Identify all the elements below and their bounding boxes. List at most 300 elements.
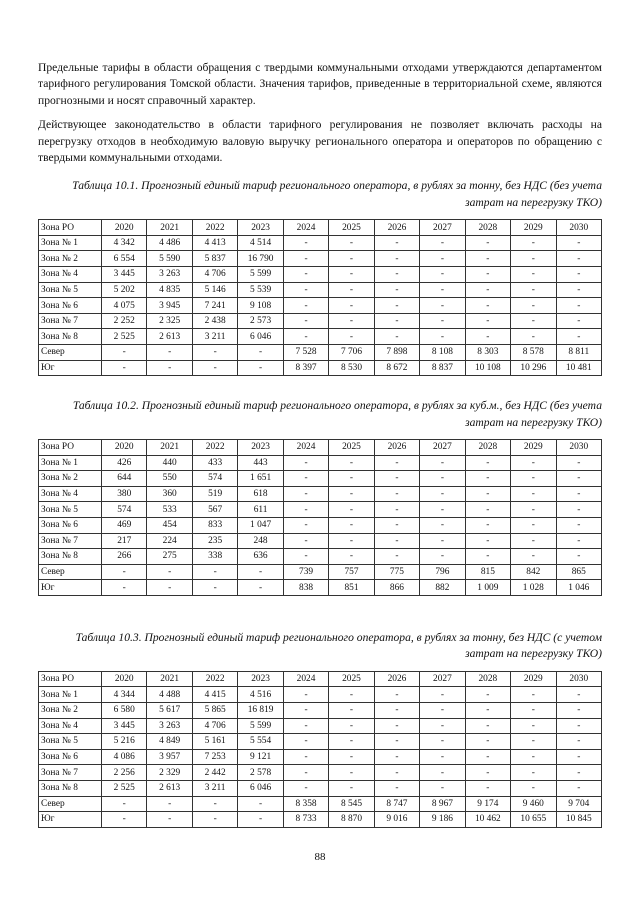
value-cell: 2024 (283, 220, 328, 236)
value-cell: 2028 (465, 671, 510, 687)
value-cell: 1 028 (511, 580, 556, 596)
table-row (39, 486, 602, 502)
value-cell: 9 460 (511, 796, 556, 812)
value-cell: - (283, 471, 328, 487)
value-cell: - (511, 718, 556, 734)
value-cell: - (420, 471, 465, 487)
value-cell: 7 898 (374, 345, 419, 361)
value-cell: - (465, 718, 510, 734)
value-cell: - (556, 235, 601, 251)
value-cell: - (102, 796, 147, 812)
zone-cell: Зона № 4 (39, 267, 102, 283)
value-cell: - (511, 702, 556, 718)
value-cell: - (238, 580, 283, 596)
value-cell: - (329, 780, 374, 796)
value-cell: 3 263 (147, 718, 192, 734)
value-cell: - (465, 471, 510, 487)
value-cell: - (283, 267, 328, 283)
value-cell: - (420, 298, 465, 314)
value-cell: 5 216 (102, 734, 147, 750)
value-cell: 796 (420, 564, 465, 580)
zone-cell: Зона № 6 (39, 749, 102, 765)
zone-cell: Зона № 6 (39, 517, 102, 533)
page-number: 88 (314, 851, 326, 863)
value-cell: - (102, 580, 147, 596)
value-cell: - (465, 749, 510, 765)
value-cell: - (329, 298, 374, 314)
value-cell: 7 528 (283, 345, 328, 361)
value-cell: - (147, 345, 192, 361)
value-cell: 4 835 (147, 282, 192, 298)
value-cell: - (465, 549, 510, 565)
value-cell: - (420, 780, 465, 796)
value-cell: - (329, 455, 374, 471)
value-cell: 882 (420, 580, 465, 596)
value-cell: 5 161 (192, 734, 237, 750)
zone-cell: Север (39, 796, 102, 812)
zone-cell: Зона № 7 (39, 533, 102, 549)
zone-cell: Зона № 2 (39, 251, 102, 267)
value-cell: - (102, 345, 147, 361)
value-cell: 4 342 (102, 235, 147, 251)
value-cell: - (556, 251, 601, 267)
tariff-table-tonne-with-transfer (38, 671, 602, 828)
value-cell: 618 (238, 486, 283, 502)
value-cell: - (465, 298, 510, 314)
value-cell: 1 046 (556, 580, 601, 596)
value-cell: - (238, 360, 283, 376)
value-cell: - (556, 549, 601, 565)
value-cell: 6 046 (238, 780, 283, 796)
value-cell: - (147, 580, 192, 596)
zone-cell: Юг (39, 812, 102, 828)
value-cell: - (283, 502, 328, 518)
value-cell: - (511, 734, 556, 750)
value-cell: 2027 (420, 671, 465, 687)
value-cell: 5 202 (102, 282, 147, 298)
value-cell: - (329, 471, 374, 487)
value-cell: - (192, 796, 237, 812)
value-cell: 8 303 (465, 345, 510, 361)
value-cell: 2030 (556, 220, 601, 236)
zone-cell: Зона № 1 (39, 235, 102, 251)
value-cell: - (283, 549, 328, 565)
legislation-paragraph: Действующее законодательство в области тарифного регулирования не позволяет включать расходы на перегрузку отходов в необходимую валовую выручку регионального оператора и операторов по обращению с твердыми коммунальными отходами. (38, 118, 602, 165)
value-cell: 8 578 (511, 345, 556, 361)
value-cell: - (329, 329, 374, 345)
value-cell: 2026 (374, 671, 419, 687)
zone-cell: Юг (39, 360, 102, 376)
value-cell: - (511, 549, 556, 565)
zone-cell: Север (39, 345, 102, 361)
value-cell: 7 253 (192, 749, 237, 765)
value-cell: 2 256 (102, 765, 147, 781)
value-cell: 235 (192, 533, 237, 549)
value-cell: 5 599 (238, 267, 283, 283)
value-cell: 8 733 (283, 812, 328, 828)
value-cell: - (329, 235, 374, 251)
value-cell: 248 (238, 533, 283, 549)
value-cell: - (283, 313, 328, 329)
value-cell: - (102, 360, 147, 376)
value-cell: - (420, 486, 465, 502)
value-cell: - (329, 687, 374, 703)
value-cell: 3 957 (147, 749, 192, 765)
value-cell: - (556, 533, 601, 549)
value-cell: 4 488 (147, 687, 192, 703)
value-cell: - (374, 765, 419, 781)
value-cell: - (511, 251, 556, 267)
zone-cell: Зона № 4 (39, 486, 102, 502)
value-cell: - (420, 549, 465, 565)
zone-cell: Зона № 5 (39, 282, 102, 298)
value-cell: 2029 (511, 220, 556, 236)
value-cell: 5 146 (192, 282, 237, 298)
value-cell: - (420, 235, 465, 251)
table-row (39, 734, 602, 750)
value-cell: 433 (192, 455, 237, 471)
value-cell: - (511, 298, 556, 314)
value-cell: - (329, 702, 374, 718)
value-cell: - (192, 345, 237, 361)
value-cell: - (238, 345, 283, 361)
table-row (39, 749, 602, 765)
value-cell: 2020 (102, 440, 147, 456)
value-cell: 9 108 (238, 298, 283, 314)
intro-paragraph: Предельные тарифы в области обращения с твердыми коммунальными отходами утверждаются департаментом тарифного регулирования Томской области. Значения тарифов, приведенные в территориальной схеме, являются прогнозными и носят справочный характер. (38, 61, 602, 107)
value-cell: 3 263 (147, 267, 192, 283)
value-cell: 266 (102, 549, 147, 565)
value-cell: - (374, 702, 419, 718)
value-cell: - (192, 580, 237, 596)
value-cell: - (374, 455, 419, 471)
value-cell: 2 613 (147, 329, 192, 345)
value-cell: - (556, 486, 601, 502)
value-cell: 865 (556, 564, 601, 580)
table-caption: Таблица 10.2. Прогнозный единый тариф регионального оператора, в рублях за куб.м., без НДС (без учета затрат на перегрузку ТКО) (72, 399, 602, 429)
value-cell: - (511, 749, 556, 765)
value-cell: 4 415 (192, 687, 237, 703)
value-cell: - (420, 702, 465, 718)
value-cell: - (420, 455, 465, 471)
value-cell: - (329, 251, 374, 267)
value-cell: - (147, 564, 192, 580)
value-cell: - (329, 517, 374, 533)
value-cell: 838 (283, 580, 328, 596)
value-cell: 2020 (102, 671, 147, 687)
value-cell: 2021 (147, 440, 192, 456)
zone-cell: Север (39, 564, 102, 580)
value-cell: 833 (192, 517, 237, 533)
value-cell: - (511, 267, 556, 283)
value-cell: 2 573 (238, 313, 283, 329)
value-cell: - (465, 734, 510, 750)
value-cell: - (556, 517, 601, 533)
tariff-table-tonne (38, 219, 602, 376)
value-cell: 217 (102, 533, 147, 549)
value-cell: - (147, 812, 192, 828)
value-cell: 739 (283, 564, 328, 580)
value-cell: 2028 (465, 440, 510, 456)
value-cell: - (374, 267, 419, 283)
value-cell: 2021 (147, 220, 192, 236)
value-cell: 3 211 (192, 329, 237, 345)
value-cell: - (556, 282, 601, 298)
value-cell: 550 (147, 471, 192, 487)
zone-cell: Зона № 1 (39, 455, 102, 471)
value-cell: - (102, 812, 147, 828)
value-cell: - (556, 734, 601, 750)
value-cell: - (283, 251, 328, 267)
value-cell: - (374, 502, 419, 518)
value-cell: 3 945 (147, 298, 192, 314)
value-cell: 567 (192, 502, 237, 518)
value-cell: 2030 (556, 440, 601, 456)
value-cell: 8 747 (374, 796, 419, 812)
value-cell: 2 613 (147, 780, 192, 796)
table-row (39, 718, 602, 734)
value-cell: 9 016 (374, 812, 419, 828)
value-cell: - (556, 455, 601, 471)
value-cell: 224 (147, 533, 192, 549)
value-cell: 10 296 (511, 360, 556, 376)
value-cell: - (465, 517, 510, 533)
value-cell: - (556, 267, 601, 283)
value-cell: - (329, 313, 374, 329)
value-cell: 8 837 (420, 360, 465, 376)
value-cell: 636 (238, 549, 283, 565)
value-cell: 338 (192, 549, 237, 565)
value-cell: 2024 (283, 671, 328, 687)
value-cell: 10 462 (465, 812, 510, 828)
document-page (38, 60, 602, 828)
value-cell: - (374, 687, 419, 703)
value-cell: 2026 (374, 220, 419, 236)
value-cell: 6 046 (238, 329, 283, 345)
value-cell: 10 481 (556, 360, 601, 376)
value-cell: 2 252 (102, 313, 147, 329)
value-cell: 5 837 (192, 251, 237, 267)
value-cell: - (465, 502, 510, 518)
value-cell: - (465, 486, 510, 502)
value-cell: - (511, 502, 556, 518)
value-cell: - (420, 533, 465, 549)
value-cell: 2022 (192, 671, 237, 687)
zone-cell: Зона № 2 (39, 702, 102, 718)
value-cell: 443 (238, 455, 283, 471)
value-cell: - (420, 765, 465, 781)
value-cell: - (556, 702, 601, 718)
value-cell: 469 (102, 517, 147, 533)
value-cell: - (420, 502, 465, 518)
value-cell: - (283, 718, 328, 734)
value-cell: - (511, 282, 556, 298)
value-cell: 16 819 (238, 702, 283, 718)
value-cell: - (511, 235, 556, 251)
value-cell: - (556, 329, 601, 345)
value-cell: 8 811 (556, 345, 601, 361)
value-cell: 533 (147, 502, 192, 518)
value-cell: 1 009 (465, 580, 510, 596)
value-cell: - (374, 734, 419, 750)
value-cell: 8 530 (329, 360, 374, 376)
value-cell: - (511, 471, 556, 487)
table-header-row (39, 671, 602, 687)
value-cell: - (374, 749, 419, 765)
value-cell: 2025 (329, 671, 374, 687)
value-cell: 2029 (511, 440, 556, 456)
value-cell: 2026 (374, 440, 419, 456)
value-cell: - (556, 471, 601, 487)
value-cell: - (465, 251, 510, 267)
table-row (39, 455, 602, 471)
value-cell: - (374, 298, 419, 314)
value-cell: - (102, 564, 147, 580)
zone-cell: Зона № 8 (39, 549, 102, 565)
value-cell: - (511, 533, 556, 549)
value-cell: - (511, 765, 556, 781)
value-cell: - (283, 329, 328, 345)
value-cell: - (465, 235, 510, 251)
value-cell: - (556, 780, 601, 796)
zone-cell: Зона № 5 (39, 734, 102, 750)
value-cell: - (374, 718, 419, 734)
zone-cell: Зона № 7 (39, 765, 102, 781)
value-cell: - (147, 796, 192, 812)
value-cell: - (374, 329, 419, 345)
value-cell: 5 617 (147, 702, 192, 718)
value-cell: - (283, 687, 328, 703)
table-row (39, 313, 602, 329)
value-cell: - (283, 702, 328, 718)
value-cell: 4 514 (238, 235, 283, 251)
value-cell: - (420, 282, 465, 298)
value-cell: - (511, 486, 556, 502)
value-cell: 7 706 (329, 345, 374, 361)
zone-cell: Зона № 7 (39, 313, 102, 329)
value-cell: 16 790 (238, 251, 283, 267)
value-cell: - (420, 251, 465, 267)
value-cell: 4 706 (192, 718, 237, 734)
value-cell: 2022 (192, 220, 237, 236)
value-cell: 815 (465, 564, 510, 580)
value-cell: 6 580 (102, 702, 147, 718)
value-cell: 2023 (238, 440, 283, 456)
value-cell: - (556, 718, 601, 734)
value-cell: 4 413 (192, 235, 237, 251)
zone-cell: Зона № 4 (39, 718, 102, 734)
zone-cell: Юг (39, 580, 102, 596)
value-cell: - (283, 517, 328, 533)
table-row (39, 549, 602, 565)
value-cell: - (374, 251, 419, 267)
table-row (39, 780, 602, 796)
value-cell: - (465, 267, 510, 283)
value-cell: 4 706 (192, 267, 237, 283)
zone-cell: Зона № 1 (39, 687, 102, 703)
table-row (39, 360, 602, 376)
value-cell: - (465, 455, 510, 471)
table-header-row (39, 440, 602, 456)
value-cell: 10 655 (511, 812, 556, 828)
value-cell: - (420, 687, 465, 703)
value-cell: 4 075 (102, 298, 147, 314)
value-cell: 2029 (511, 671, 556, 687)
value-cell: - (374, 471, 419, 487)
value-cell: 574 (192, 471, 237, 487)
table-row (39, 502, 602, 518)
value-cell: 2 325 (147, 313, 192, 329)
value-cell: 2030 (556, 671, 601, 687)
value-cell: 3 211 (192, 780, 237, 796)
value-cell: - (283, 749, 328, 765)
value-cell: - (283, 298, 328, 314)
value-cell: 2 438 (192, 313, 237, 329)
value-cell: 2021 (147, 671, 192, 687)
value-cell: 440 (147, 455, 192, 471)
value-cell: 775 (374, 564, 419, 580)
value-cell: - (283, 235, 328, 251)
value-cell: - (556, 313, 601, 329)
zone-cell: Зона № 8 (39, 329, 102, 345)
value-cell: - (283, 486, 328, 502)
table-row (39, 796, 602, 812)
value-cell: 2022 (192, 440, 237, 456)
value-cell: - (329, 718, 374, 734)
value-cell: - (420, 718, 465, 734)
value-cell: - (556, 765, 601, 781)
zone-cell: Зона № 2 (39, 471, 102, 487)
value-cell: - (283, 282, 328, 298)
value-cell: - (420, 734, 465, 750)
value-cell: - (420, 749, 465, 765)
value-cell: 8 545 (329, 796, 374, 812)
table-row (39, 702, 602, 718)
value-cell: - (511, 455, 556, 471)
value-cell: 9 174 (465, 796, 510, 812)
value-cell: - (329, 549, 374, 565)
value-cell: - (329, 502, 374, 518)
value-cell: - (192, 564, 237, 580)
value-cell: - (465, 313, 510, 329)
value-cell: 10 845 (556, 812, 601, 828)
value-cell: 2025 (329, 220, 374, 236)
value-cell: - (556, 502, 601, 518)
table-row (39, 687, 602, 703)
value-cell: 8 108 (420, 345, 465, 361)
value-cell: 842 (511, 564, 556, 580)
zone-cell: Зона РО (39, 440, 102, 456)
value-cell: - (374, 486, 419, 502)
value-cell: - (374, 517, 419, 533)
zone-cell: Зона № 8 (39, 780, 102, 796)
zone-cell: Зона № 6 (39, 298, 102, 314)
value-cell: 454 (147, 517, 192, 533)
value-cell: - (283, 455, 328, 471)
value-cell: 5 590 (147, 251, 192, 267)
value-cell: - (192, 812, 237, 828)
value-cell: 2 442 (192, 765, 237, 781)
value-cell: - (374, 780, 419, 796)
value-cell: - (465, 282, 510, 298)
value-cell: 2 525 (102, 780, 147, 796)
zone-cell: Зона РО (39, 220, 102, 236)
table-row (39, 564, 602, 580)
value-cell: - (283, 765, 328, 781)
value-cell: - (465, 533, 510, 549)
value-cell: 9 704 (556, 796, 601, 812)
value-cell: 4 344 (102, 687, 147, 703)
